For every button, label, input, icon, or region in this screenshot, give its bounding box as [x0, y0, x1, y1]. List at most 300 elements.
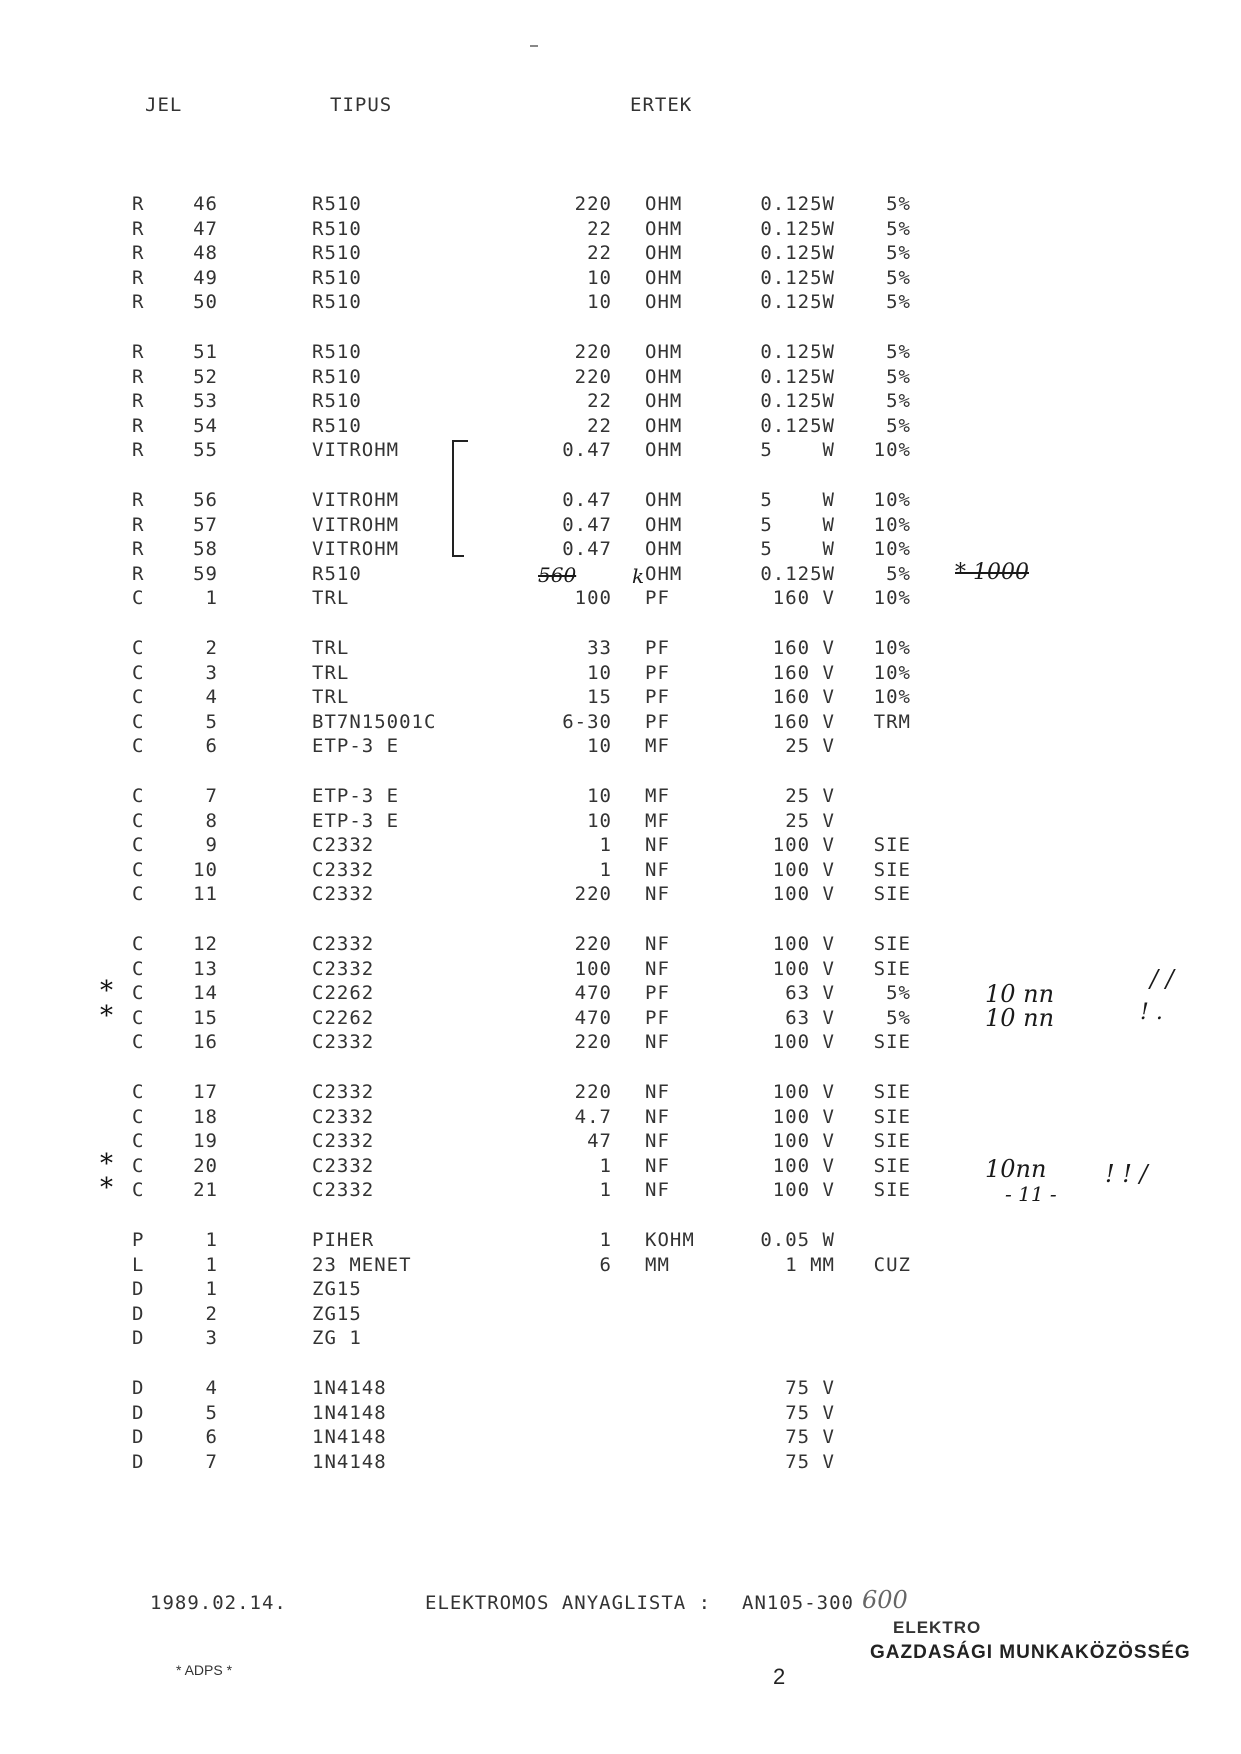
cell-num: 59	[193, 562, 218, 585]
table-row	[0, 637, 1241, 661]
cell-value: 10	[587, 266, 612, 289]
cell-num: 1	[205, 1253, 218, 1276]
cell-tipus: R510	[312, 266, 362, 289]
cell-value: 10	[587, 785, 612, 807]
cell-unit: OHM	[645, 439, 683, 462]
cell-rating: 0.05 W	[760, 1229, 835, 1251]
cell-rating: 25 V	[785, 735, 835, 758]
cell-unit: OHM	[645, 266, 683, 289]
cell-jel: D	[132, 1401, 145, 1424]
cell-num: 47	[193, 217, 218, 240]
cell-jel: R	[132, 562, 145, 585]
cell-num: 13	[193, 957, 218, 980]
cell-value: 1	[599, 1229, 612, 1251]
cell-jel: R	[132, 414, 145, 437]
cell-tipus: TRL	[312, 661, 350, 684]
table-row	[0, 1303, 1241, 1327]
cell-jel: R	[132, 193, 145, 215]
handwritten-side-note: * 1000	[955, 560, 1029, 585]
header-jel: JEL	[145, 94, 183, 116]
cell-jel: C	[132, 785, 145, 807]
cell-num: 58	[193, 538, 218, 561]
cell-tipus: C2332	[312, 1081, 375, 1103]
cell-jel: D	[132, 1450, 145, 1473]
cell-tipus: R510	[312, 414, 362, 437]
cell-num: 55	[193, 439, 218, 462]
adps-label: * ADPS *	[176, 1662, 233, 1678]
cell-jel: R	[132, 266, 145, 289]
cell-unit: OHM	[645, 365, 683, 388]
cell-rating: 160 V	[772, 587, 835, 610]
cell-unit: NF	[645, 1105, 670, 1128]
cell-value: 0.47	[562, 513, 612, 536]
cell-jel: R	[132, 439, 145, 462]
cell-unit: NF	[645, 883, 670, 906]
table-row	[0, 1106, 1241, 1130]
cell-unit: NF	[645, 1130, 670, 1153]
cell-tol: CUZ	[873, 1253, 911, 1276]
cell-rating: 0.125W	[760, 242, 835, 265]
handwritten-marks: ! ! /	[1105, 1160, 1148, 1188]
cell-rating: 100 V	[772, 1031, 835, 1054]
cell-rating: 100 V	[772, 1105, 835, 1128]
cell-unit: KOHM	[645, 1229, 695, 1251]
cell-tol: SIE	[873, 834, 911, 857]
cell-tipus: 1N4148	[312, 1450, 387, 1473]
cell-tipus: R510	[312, 217, 362, 240]
cell-value: 100	[574, 957, 612, 980]
cell-tipus: PIHER	[312, 1229, 375, 1251]
cell-unit: OHM	[645, 291, 683, 314]
cell-tipus: C2332	[312, 1031, 375, 1054]
cell-num: 7	[205, 785, 218, 807]
cell-tol: SIE	[873, 1154, 911, 1177]
handwritten-r59-prefix: k	[632, 564, 645, 588]
cell-tipus: R510	[312, 365, 362, 388]
table-row	[0, 1377, 1241, 1401]
table-row	[0, 735, 1241, 759]
cell-jel: D	[132, 1302, 145, 1325]
bracket-mark	[452, 440, 468, 557]
cell-value: 15	[587, 686, 612, 709]
cell-jel: C	[132, 957, 145, 980]
cell-value: 6	[599, 1253, 612, 1276]
cell-jel: C	[132, 933, 145, 955]
cell-num: 11	[193, 883, 218, 906]
cell-num: 57	[193, 513, 218, 536]
cell-rating: 160 V	[772, 710, 835, 733]
cell-rating: 0.125W	[760, 341, 835, 363]
cell-jel: C	[132, 661, 145, 684]
cell-jel: C	[132, 710, 145, 733]
cell-num: 17	[193, 1081, 218, 1103]
cell-value: 0.47	[562, 439, 612, 462]
cell-value: 6-30	[562, 710, 612, 733]
cell-rating: 0.125W	[760, 217, 835, 240]
table-row	[0, 1327, 1241, 1351]
handwritten-mark: ! .	[1140, 1000, 1163, 1025]
cell-value: 0.47	[562, 538, 612, 561]
cell-value: 22	[587, 390, 612, 413]
cell-rating: 100 V	[772, 1081, 835, 1103]
cell-unit: NF	[645, 834, 670, 857]
cell-rating: 160 V	[772, 686, 835, 709]
cell-num: 6	[205, 735, 218, 758]
cell-tipus: TRL	[312, 587, 350, 610]
cell-value: 100	[574, 587, 612, 610]
cell-jel: L	[132, 1253, 145, 1276]
cell-tipus: BT7N15001C	[312, 710, 437, 733]
cell-rating: 63 V	[785, 1006, 835, 1029]
cell-unit: OHM	[645, 489, 683, 511]
cell-unit: OHM	[645, 562, 683, 585]
cell-rating: 100 V	[772, 933, 835, 955]
cell-rating: 75 V	[785, 1377, 835, 1399]
cell-tipus: VITROHM	[312, 513, 400, 536]
cell-jel: R	[132, 489, 145, 511]
cell-jel: D	[132, 1377, 145, 1399]
cell-num: 4	[205, 1377, 218, 1399]
table-row	[0, 976, 1241, 1007]
cell-tipus: R510	[312, 242, 362, 265]
cell-tol: 5%	[886, 341, 911, 363]
cell-value: 1	[599, 1154, 612, 1177]
table-row	[0, 810, 1241, 834]
cell-tipus: ETP-3 E	[312, 785, 400, 807]
cell-unit: PF	[645, 686, 670, 709]
cell-rating: 100 V	[772, 957, 835, 980]
cell-unit: PF	[645, 1006, 670, 1029]
cell-rating: 100 V	[772, 1154, 835, 1177]
cell-tol: 5%	[886, 414, 911, 437]
cell-jel: R	[132, 513, 145, 536]
handwritten-r59-value: 560	[538, 563, 577, 587]
cell-unit: MF	[645, 785, 670, 807]
table-row	[0, 1451, 1241, 1475]
cell-jel: P	[132, 1229, 145, 1251]
cell-tipus: C2332	[312, 1130, 375, 1153]
handwritten-c20-note: 10nn	[985, 1155, 1047, 1183]
cell-unit: NF	[645, 858, 670, 881]
cell-tol: 10%	[873, 439, 911, 462]
cell-unit: OHM	[645, 193, 683, 215]
cell-unit: NF	[645, 957, 670, 980]
cell-tipus: VITROHM	[312, 439, 400, 462]
cell-jel: R	[132, 291, 145, 314]
cell-num: 5	[205, 710, 218, 733]
cell-unit: NF	[645, 1154, 670, 1177]
cell-tol: SIE	[873, 1105, 911, 1128]
cell-value: 220	[574, 1081, 612, 1103]
cell-jel: C	[132, 1130, 145, 1153]
cell-num: 8	[205, 809, 218, 832]
table-row	[0, 242, 1241, 266]
table-row	[0, 662, 1241, 686]
cell-tipus: ZG15	[312, 1278, 362, 1301]
cell-tol: 10%	[873, 587, 911, 610]
cell-unit: OHM	[645, 217, 683, 240]
cell-tipus: C2332	[312, 957, 375, 980]
header-ertek: ERTEK	[630, 94, 693, 116]
cell-jel: R	[132, 242, 145, 265]
asterisk-mark: *	[100, 1148, 114, 1179]
cell-num: 10	[193, 858, 218, 881]
cell-rating: 100 V	[772, 883, 835, 906]
cell-num: 6	[205, 1426, 218, 1449]
cell-jel: D	[132, 1426, 145, 1449]
cell-jel: R	[132, 365, 145, 388]
table-row	[0, 1278, 1241, 1302]
cell-num: 53	[193, 390, 218, 413]
table-row	[0, 1148, 1241, 1179]
table-row	[0, 538, 1241, 562]
cell-unit: MF	[645, 809, 670, 832]
cell-num: 48	[193, 242, 218, 265]
cell-tol: 5%	[886, 1006, 911, 1029]
table-row	[0, 1402, 1241, 1426]
cell-rating: 75 V	[785, 1426, 835, 1449]
cell-jel: C	[132, 1154, 145, 1177]
cell-unit: NF	[645, 1031, 670, 1054]
cell-value: 1	[599, 858, 612, 881]
cell-tipus: R510	[312, 193, 362, 215]
cell-rating: 63 V	[785, 982, 835, 1005]
cell-tipus: 1N4148	[312, 1377, 387, 1399]
cell-num: 4	[205, 686, 218, 709]
cell-unit: NF	[645, 1179, 670, 1202]
cell-jel: C	[132, 587, 145, 610]
cell-rating: 100 V	[772, 1130, 835, 1153]
table-row	[0, 563, 1241, 587]
cell-tol: SIE	[873, 1179, 911, 1202]
table-row	[0, 1254, 1241, 1278]
cell-value: 0.47	[562, 489, 612, 511]
cell-rating: 1 MM	[785, 1253, 835, 1276]
cell-value: 470	[574, 1006, 612, 1029]
cell-tipus: R510	[312, 562, 362, 585]
cell-tipus: 23 MENET	[312, 1253, 412, 1276]
cell-unit: PF	[645, 982, 670, 1005]
cell-tipus: R510	[312, 291, 362, 314]
header-tipus: TIPUS	[330, 94, 393, 116]
cell-value: 4.7	[574, 1105, 612, 1128]
cell-tol: SIE	[873, 1130, 911, 1153]
cell-value: 10	[587, 735, 612, 758]
cell-num: 3	[205, 1327, 218, 1350]
cell-rating: 160 V	[772, 637, 835, 659]
cell-jel: D	[132, 1278, 145, 1301]
cell-jel: R	[132, 341, 145, 363]
cell-tipus: C2262	[312, 1006, 375, 1029]
cell-num: 1	[205, 587, 218, 610]
cell-unit: PF	[645, 661, 670, 684]
cell-tipus: VITROHM	[312, 489, 400, 511]
cell-unit: OHM	[645, 538, 683, 561]
table-row	[0, 514, 1241, 538]
cell-unit: MF	[645, 735, 670, 758]
cell-jel: D	[132, 1327, 145, 1350]
cell-unit: NF	[645, 1081, 670, 1103]
footer-code-handwritten: 600	[862, 1586, 908, 1614]
cell-value: 220	[574, 341, 612, 363]
cell-value: 10	[587, 661, 612, 684]
cell-num: 49	[193, 266, 218, 289]
cell-rating: 0.125W	[760, 414, 835, 437]
cell-tol: 5%	[886, 242, 911, 265]
handwritten-tick: / /	[1150, 965, 1174, 993]
table-row	[0, 933, 1241, 957]
page-number: 2	[773, 1664, 786, 1689]
cell-tipus: C2332	[312, 858, 375, 881]
cell-rating: 0.125W	[760, 365, 835, 388]
cell-rating: 75 V	[785, 1450, 835, 1473]
table-row	[0, 489, 1241, 513]
cell-tipus: ETP-3 E	[312, 735, 400, 758]
cell-jel: C	[132, 1031, 145, 1054]
table-row	[0, 1130, 1241, 1154]
cell-value: 22	[587, 414, 612, 437]
table-row	[0, 1426, 1241, 1450]
cell-num: 52	[193, 365, 218, 388]
cell-num: 50	[193, 291, 218, 314]
cell-rating: 160 V	[772, 661, 835, 684]
cell-tol: 10%	[873, 489, 911, 511]
cell-tipus: C2332	[312, 1179, 375, 1202]
cell-rating: 5 W	[760, 538, 835, 561]
cell-tol: 5%	[886, 266, 911, 289]
cell-rating: 100 V	[772, 1179, 835, 1202]
cell-jel: R	[132, 217, 145, 240]
cell-jel: C	[132, 883, 145, 906]
table-row	[0, 834, 1241, 858]
cell-rating: 100 V	[772, 834, 835, 857]
cell-value: 1	[599, 1179, 612, 1202]
cell-tipus: R510	[312, 390, 362, 413]
cell-tipus: C2332	[312, 933, 375, 955]
cell-num: 21	[193, 1179, 218, 1202]
cell-tol: 5%	[886, 390, 911, 413]
cell-num: 15	[193, 1006, 218, 1029]
cell-value: 220	[574, 1031, 612, 1054]
cell-value: 47	[587, 1130, 612, 1153]
cell-num: 19	[193, 1130, 218, 1153]
cell-rating: 25 V	[785, 785, 835, 807]
table-row	[0, 859, 1241, 883]
stamp-line1: ELEKTRO	[893, 1618, 982, 1637]
cell-tol: 5%	[886, 217, 911, 240]
cell-rating: 5 W	[760, 439, 835, 462]
cell-tipus: ZG 1	[312, 1327, 362, 1350]
cell-num: 56	[193, 489, 218, 511]
table-row	[0, 267, 1241, 291]
cell-jel: C	[132, 834, 145, 857]
cell-rating: 5 W	[760, 489, 835, 511]
table-row	[0, 218, 1241, 242]
table-row	[0, 341, 1241, 365]
cell-rating: 75 V	[785, 1401, 835, 1424]
cell-tipus: C2332	[312, 834, 375, 857]
asterisk-mark: *	[100, 976, 114, 1007]
cell-value: 220	[574, 883, 612, 906]
cell-tol: 10%	[873, 513, 911, 536]
cell-rating: 0.125W	[760, 266, 835, 289]
cell-tipus: C2332	[312, 1105, 375, 1128]
cell-tol: SIE	[873, 933, 911, 955]
cell-value: 220	[574, 933, 612, 955]
cell-tol: 5%	[886, 365, 911, 388]
table-row	[0, 958, 1241, 982]
cell-num: 14	[193, 982, 218, 1005]
asterisk-mark: *	[100, 1173, 114, 1204]
cell-rating: 5 W	[760, 513, 835, 536]
cell-jel: C	[132, 637, 145, 659]
cell-tipus: C2332	[312, 883, 375, 906]
cell-unit: NF	[645, 933, 670, 955]
handwritten-c15-note: 10 nn	[985, 1004, 1055, 1032]
cell-jel: C	[132, 686, 145, 709]
cell-num: 46	[193, 193, 218, 215]
table-row	[0, 883, 1241, 907]
cell-unit: PF	[645, 710, 670, 733]
table-row	[0, 711, 1241, 735]
cell-num: 1	[205, 1229, 218, 1251]
cell-tol: SIE	[873, 1081, 911, 1103]
cell-tol: TRM	[873, 710, 911, 733]
cell-tol: 10%	[873, 661, 911, 684]
table-row	[0, 1229, 1241, 1253]
cell-jel: C	[132, 735, 145, 758]
cell-tipus: R510	[312, 341, 362, 363]
footer-date: 1989.02.14.	[150, 1592, 287, 1614]
handwritten-c14-note: 10 nn	[985, 980, 1055, 1008]
cell-rating: 0.125W	[760, 193, 835, 215]
cell-unit: OHM	[645, 513, 683, 536]
cell-jel: C	[132, 1006, 145, 1029]
cell-unit: PF	[645, 587, 670, 610]
cell-jel: C	[132, 809, 145, 832]
cell-tol: SIE	[873, 1031, 911, 1054]
cell-rating: 25 V	[785, 809, 835, 832]
cell-rating: 0.125W	[760, 562, 835, 585]
cell-value: 470	[574, 982, 612, 1005]
footer-code: AN105-300	[742, 1592, 854, 1614]
table-row	[0, 415, 1241, 439]
cell-value: 10	[587, 291, 612, 314]
cell-tipus: 1N4148	[312, 1401, 387, 1424]
cell-tipus: C2332	[312, 1154, 375, 1177]
table-row	[0, 1081, 1241, 1105]
table-row	[0, 193, 1241, 217]
cell-value: 22	[587, 242, 612, 265]
cell-num: 5	[205, 1401, 218, 1424]
cell-jel: R	[132, 390, 145, 413]
cell-rating: 0.125W	[760, 390, 835, 413]
footer-title: ELEKTROMOS ANYAGLISTA :	[425, 1592, 712, 1614]
cell-value: 1	[599, 834, 612, 857]
cell-unit: MM	[645, 1253, 670, 1276]
cell-num: 7	[205, 1450, 218, 1473]
table-row	[0, 439, 1241, 463]
cell-jel: C	[132, 1105, 145, 1128]
cell-tipus: 1N4148	[312, 1426, 387, 1449]
cell-tipus: TRL	[312, 637, 350, 659]
handwritten-c21-note: - 11 -	[1005, 1182, 1057, 1206]
cell-num: 20	[193, 1154, 218, 1177]
cell-tol: 10%	[873, 637, 911, 659]
cell-rating: 0.125W	[760, 291, 835, 314]
cell-tipus: ZG15	[312, 1302, 362, 1325]
cell-value: 33	[587, 637, 612, 659]
